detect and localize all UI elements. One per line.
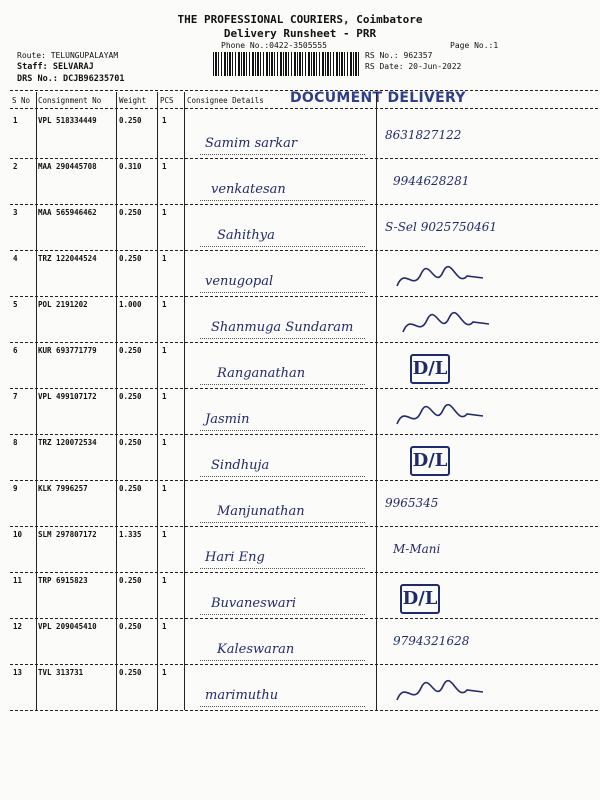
row-consignment-no: MAA 565946462 xyxy=(38,208,97,217)
row-remark: S-Sel 9025750461 xyxy=(385,220,498,234)
delivered-mark-text: D/L xyxy=(412,450,448,471)
consignee-underline xyxy=(200,706,365,707)
phone-number: Phone No.:0422-3505555 xyxy=(221,41,327,50)
row-consignee-name: Ranganathan xyxy=(217,366,306,381)
row-consignee-name: Samim sarkar xyxy=(205,136,298,151)
row-pcs: 1 xyxy=(162,484,167,493)
column-header-pcs: PCS xyxy=(160,96,174,105)
row-consignee-name: marimuthu xyxy=(205,688,279,703)
row-consignment-no: VPL 209045410 xyxy=(38,622,97,631)
row-pcs: 1 xyxy=(162,300,167,309)
consignee-underline xyxy=(200,154,365,155)
row-weight: 0.250 xyxy=(119,622,142,631)
row-weight: 0.250 xyxy=(119,208,142,217)
row-divider xyxy=(10,480,598,481)
signature-scribble xyxy=(395,678,485,713)
delivered-mark xyxy=(410,446,450,476)
row-remark: 9794321628 xyxy=(393,634,470,648)
column-header-sno: S No xyxy=(12,96,31,105)
row-pcs: 1 xyxy=(162,622,167,631)
consignee-underline xyxy=(200,660,365,661)
consignee-underline xyxy=(200,614,365,615)
row-pcs: 1 xyxy=(162,346,167,355)
row-sno: 13 xyxy=(13,668,23,677)
consignee-underline xyxy=(200,292,365,293)
page-number: Page No.:1 xyxy=(450,41,499,50)
row-consignment-no: TRZ 120072534 xyxy=(38,438,97,447)
signature-icon xyxy=(395,678,485,708)
signature-icon xyxy=(395,264,485,294)
drs-number: DRS No.: DCJB96235701 xyxy=(17,74,125,84)
row-sno: 4 xyxy=(13,254,18,263)
consignee-underline xyxy=(200,430,365,431)
row-consignee-name: Shanmuga Sundaram xyxy=(211,320,354,335)
row-consignee-name: Buvaneswari xyxy=(211,596,297,611)
row-consignment-no: SLM 297807172 xyxy=(38,530,97,539)
row-divider xyxy=(10,158,598,159)
row-consignment-no: POL 2191202 xyxy=(38,300,88,309)
row-weight: 1.335 xyxy=(119,530,142,539)
row-weight: 0.250 xyxy=(119,346,142,355)
row-pcs: 1 xyxy=(162,576,167,585)
row-remark: 9965345 xyxy=(385,496,439,510)
row-divider xyxy=(10,664,598,665)
column-header-consignee: Consignee Details xyxy=(187,96,264,105)
row-consignee-name: Kaleswaran xyxy=(217,642,295,657)
row-consignment-no: VPL 499107172 xyxy=(38,392,97,401)
row-consignee-name: Manjunathan xyxy=(217,504,305,519)
row-divider xyxy=(10,204,598,205)
signature-scribble xyxy=(395,402,485,437)
row-divider xyxy=(10,618,598,619)
row-remark: 9944628281 xyxy=(393,174,470,188)
row-consignment-no: TRP 6915823 xyxy=(38,576,88,585)
row-divider xyxy=(10,710,598,711)
row-divider xyxy=(10,342,598,343)
runsheet-title: Delivery Runsheet - PRR xyxy=(223,27,377,40)
signature-icon xyxy=(395,402,485,432)
company-title: THE PROFESSIONAL COURIERS, Coimbatore xyxy=(177,13,423,26)
row-pcs: 1 xyxy=(162,254,167,263)
row-sno: 7 xyxy=(13,392,18,401)
row-divider xyxy=(10,572,598,573)
row-sno: 8 xyxy=(13,438,18,447)
consignee-underline xyxy=(200,246,365,247)
row-weight: 0.250 xyxy=(119,438,142,447)
row-consignee-name: Jasmin xyxy=(205,412,250,427)
consignee-underline xyxy=(200,338,365,339)
row-pcs: 1 xyxy=(162,392,167,401)
delivered-mark-text: D/L xyxy=(402,588,438,609)
row-weight: 0.250 xyxy=(119,576,142,585)
row-sno: 11 xyxy=(13,576,23,585)
row-weight: 0.250 xyxy=(119,392,142,401)
route-label: Route: TELUNGUPALAYAM xyxy=(17,51,119,60)
row-weight: 0.250 xyxy=(119,668,142,677)
signature-scribble xyxy=(395,264,485,299)
delivered-mark xyxy=(400,584,440,614)
row-pcs: 1 xyxy=(162,530,167,539)
row-consignment-no: TVL 313731 xyxy=(38,668,84,677)
barcode xyxy=(213,52,360,76)
staff-label: Staff: SELVARAJ xyxy=(17,62,94,72)
row-consignee-name: venkatesan xyxy=(211,182,286,197)
row-consignment-no: KUR 693771779 xyxy=(38,346,97,355)
row-sno: 1 xyxy=(13,116,18,125)
rs-number: RS No.: 962357 xyxy=(365,51,433,60)
row-divider xyxy=(10,526,598,527)
row-remark: M-Mani xyxy=(393,542,441,556)
consignee-underline xyxy=(200,522,365,523)
row-consignee-name: Hari Eng xyxy=(205,550,265,565)
row-consignment-no: KLK 7996257 xyxy=(38,484,88,493)
row-pcs: 1 xyxy=(162,668,167,677)
row-pcs: 1 xyxy=(162,162,167,171)
row-weight: 0.310 xyxy=(119,162,142,171)
row-consignment-no: TRZ 122044524 xyxy=(38,254,97,263)
rs-date: RS Date: 20-Jun-2022 xyxy=(365,62,462,71)
row-weight: 0.250 xyxy=(119,484,142,493)
row-weight: 0.250 xyxy=(119,116,142,125)
row-consignment-no: VPL 518334449 xyxy=(38,116,97,125)
row-divider xyxy=(10,250,598,251)
row-divider xyxy=(10,388,598,389)
row-weight: 0.250 xyxy=(119,254,142,263)
signature-scribble xyxy=(401,310,491,345)
row-sno: 12 xyxy=(13,622,23,631)
row-sno: 3 xyxy=(13,208,18,217)
header-bottom-divider xyxy=(10,108,598,109)
delivered-mark-text: D/L xyxy=(412,358,448,379)
row-sno: 2 xyxy=(13,162,18,171)
row-sno: 10 xyxy=(13,530,23,539)
column-header-weight: Weight xyxy=(119,96,147,105)
row-sno: 5 xyxy=(13,300,18,309)
row-pcs: 1 xyxy=(162,438,167,447)
row-remark: 8631827122 xyxy=(385,128,462,142)
row-divider xyxy=(10,296,598,297)
consignee-underline xyxy=(200,568,365,569)
row-pcs: 1 xyxy=(162,208,167,217)
row-consignment-no: MAA 290445708 xyxy=(38,162,97,171)
column-header-consignment: Consignment No xyxy=(38,96,102,105)
consignee-underline xyxy=(200,200,365,201)
row-sno: 6 xyxy=(13,346,18,355)
consignee-underline xyxy=(200,384,365,385)
row-weight: 1.000 xyxy=(119,300,142,309)
row-consignee-name: Sahithya xyxy=(217,228,275,243)
row-sno: 9 xyxy=(13,484,18,493)
delivered-mark xyxy=(410,354,450,384)
document-delivery-stamp: DOCUMENT DELIVERY xyxy=(290,90,466,106)
row-pcs: 1 xyxy=(162,116,167,125)
consignee-underline xyxy=(200,476,365,477)
signature-icon xyxy=(401,310,491,340)
row-consignee-name: Sindhuja xyxy=(211,458,270,473)
row-consignee-name: venugopal xyxy=(205,274,274,289)
row-divider xyxy=(10,434,598,435)
